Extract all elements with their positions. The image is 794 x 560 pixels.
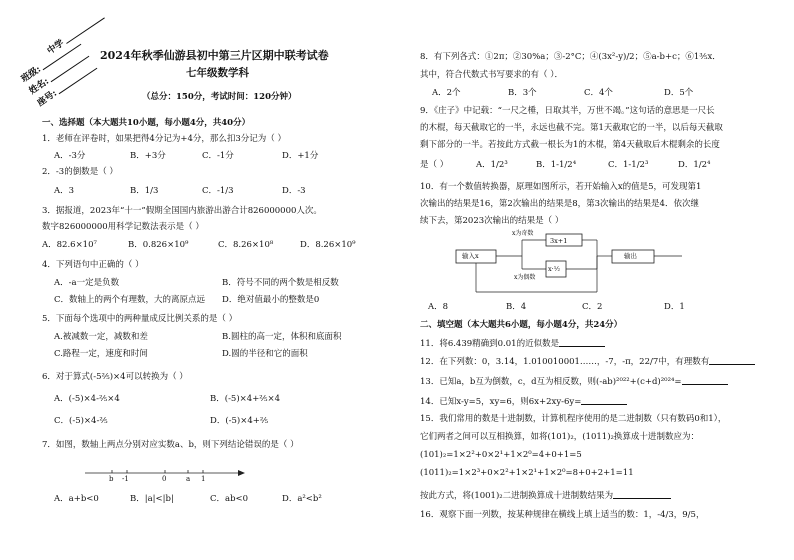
q4-option-c: C．数轴上的两个有理数，大的离原点远 bbox=[54, 295, 206, 305]
label-0: 0 bbox=[162, 475, 167, 483]
question-15-example1: (101)₂=1×2²+0×2¹+1×2⁰=4+0+1=5 bbox=[420, 450, 582, 460]
number-line-arrow bbox=[238, 470, 245, 476]
label-minus-1: -1 bbox=[122, 475, 129, 483]
flow-even-op: x·½ bbox=[548, 265, 561, 273]
q10-option-d: D．1 bbox=[664, 302, 685, 312]
section-2-heading: 二、填空题（本大题共6小题，每小题4分，共24分） bbox=[420, 320, 623, 330]
q3-option-c: C．8.26×10⁸ bbox=[218, 240, 274, 250]
answer-blank-15[interactable] bbox=[613, 490, 671, 499]
q3-option-d: D．8.26×10⁹ bbox=[300, 240, 356, 250]
label-b: b bbox=[109, 475, 114, 483]
name-label: 姓名: bbox=[26, 47, 91, 97]
q8-option-a: A．2个 bbox=[432, 88, 461, 98]
question-5: 5．下面每个选项中的两种量成反比例关系的是（ ） bbox=[42, 314, 238, 324]
flow-input-label: 输入x bbox=[462, 252, 479, 260]
q1-option-b: B．+3分 bbox=[130, 151, 166, 161]
question-14: 14．已知x-y=5，xy=6，则6x+2xy-6y= bbox=[420, 396, 627, 408]
flow-output-label: 输出 bbox=[624, 252, 637, 260]
question-15-line1: 15．我们常用的数是十进制数，计算机程序使用的是二进制数（只有数码0和1）， bbox=[420, 414, 727, 424]
q6-option-d: D．(-5)×4+⅖ bbox=[210, 416, 269, 426]
answer-blank-12[interactable] bbox=[709, 356, 755, 365]
q5-option-d: D.圆的半径和它的面积 bbox=[222, 349, 308, 359]
question-3-line1: 3．据报道，2023年“十一”假期全国国内旅游出游合计826000000人次。 bbox=[42, 206, 322, 216]
question-16: 16．观察下面一列数，按某种规律在横线上填上适当的数：1，-4/3，9/5， bbox=[420, 510, 705, 520]
q9-option-c: C．1-1/2³ bbox=[608, 160, 649, 170]
q7-option-c: C．ab<0 bbox=[210, 494, 249, 504]
answer-blank-13[interactable] bbox=[682, 376, 728, 385]
q1-option-a: A．-3分 bbox=[54, 151, 86, 161]
question-7: 7．如图，数轴上两点分别对应实数a、b，则下列结论错误的是（ ） bbox=[42, 440, 299, 450]
question-3-line2: 数字826000000用科学记数法表示是（ ） bbox=[42, 222, 204, 232]
flow-odd-label: x为奇数 bbox=[512, 230, 534, 237]
question-9-line1: 9．《庄子》中记载：“一尺之棰，日取其半，万世不竭。”这句话的意思是一尺长 bbox=[420, 106, 715, 116]
q4-option-d: D．绝对值最小的整数是0 bbox=[222, 295, 320, 305]
question-11: 11．将6.439精确到0.01的近似数是 bbox=[420, 338, 605, 350]
section-1-heading: 一、选择题（本大题共10小题，每小题4分，共40分） bbox=[42, 118, 251, 128]
question-4: 4．下列语句中正确的（ ） bbox=[42, 260, 144, 270]
q1-option-d: D．+1分 bbox=[282, 151, 319, 161]
exam-title: 2024年秋季仙游县初中第三片区期中联考试卷 bbox=[100, 49, 329, 62]
q3-option-b: B．0.826×10⁹ bbox=[128, 240, 189, 250]
answer-blank-11[interactable] bbox=[559, 338, 605, 347]
q9-option-b: B．1-1/2⁴ bbox=[536, 160, 577, 170]
question-10-line3: 续下去，第2023次输出的结果是（ ） bbox=[420, 216, 564, 226]
converter-diagram bbox=[452, 228, 692, 298]
q9-option-d: D．1/2⁴ bbox=[678, 160, 711, 170]
q6-option-b: B．(-5)×4+⅖×4 bbox=[210, 394, 281, 404]
q1-option-c: C．-1分 bbox=[202, 151, 234, 161]
q9-option-a: A．1/2³ bbox=[476, 160, 508, 170]
class-label: 班级: bbox=[18, 35, 83, 85]
question-1: 1．老师在评卷时，如果把得4分记为+4分，那么扣3分记为（ ） bbox=[42, 134, 286, 144]
q6-option-c: C．(-5)×4-⅖ bbox=[54, 416, 108, 426]
flow-even-label: x为偶数 bbox=[514, 274, 536, 281]
q6-option-a: A．(-5)×4-⅖×4 bbox=[54, 394, 120, 404]
question-12: 12．在下列数：0，3.14，1.010010001……，-7，-π，22/7中，有理数有 bbox=[420, 356, 755, 368]
question-10-line2: 次输出的结果是16，第2次输出的结果是8，第3次输出的结果是4．依次继 bbox=[420, 199, 699, 209]
q2-option-c: C．-1/3 bbox=[202, 186, 234, 196]
q2-option-b: B．1/3 bbox=[130, 186, 159, 196]
question-9-line3: 剩下部分的一半。若按此方式截一根长为1的木棍，第4天截取后木棍剩余的长度 bbox=[420, 140, 720, 150]
answer-blank-14[interactable] bbox=[581, 396, 627, 405]
question-8-line2: 其中，符合代数式书写要求的有（ ）． bbox=[420, 70, 563, 80]
label-1: 1 bbox=[201, 475, 206, 483]
question-15-line3: 按此方式，将(1001)₂二进制换算成十进制数结果为 bbox=[420, 490, 671, 502]
question-9-line4: 是（ ） bbox=[420, 160, 449, 170]
question-6: 6．对于算式(-5⅖)×4可以转换为（ ） bbox=[42, 372, 188, 382]
q10-option-a: A．8 bbox=[428, 302, 449, 312]
label-a: a bbox=[186, 475, 191, 483]
question-13: 13．已知a，b互为倒数，c，d互为相反数，则(-ab)²⁰²²+(c+d)²⁰²⁴= bbox=[420, 376, 728, 388]
q8-option-c: C．4个 bbox=[584, 88, 613, 98]
seat-label: 座号: bbox=[34, 59, 99, 109]
q7-option-b: B．|a|<|b| bbox=[130, 494, 174, 504]
question-2: 2．-3的倒数是（ ） bbox=[42, 167, 118, 177]
q2-option-d: D．-3 bbox=[282, 186, 306, 196]
exam-subtitle: 七年级数学科 bbox=[186, 67, 249, 79]
school-label: 中学 bbox=[44, 9, 106, 57]
q5-option-c: C.路程一定，速度和时间 bbox=[54, 349, 148, 359]
q7-option-a: A．a+b<0 bbox=[54, 494, 99, 504]
q4-option-b: B．符号不同的两个数是相反数 bbox=[222, 278, 339, 288]
flow-odd-op: 3x+1 bbox=[550, 237, 568, 245]
q8-option-d: D．5个 bbox=[664, 88, 694, 98]
exam-note: （总分：150分，考试时间：120分钟） bbox=[142, 92, 297, 102]
q7-option-d: D．a²<b² bbox=[282, 494, 322, 504]
q10-option-c: C．2 bbox=[582, 302, 603, 312]
q5-option-b: B.圆柱的高一定，体积和底面积 bbox=[222, 332, 342, 342]
question-15-example2: (1011)₂=1×2³+0×2²+1×2¹+1×2⁰=8+0+2+1=11 bbox=[420, 468, 634, 478]
q8-option-b: B．3个 bbox=[508, 88, 537, 98]
question-10-line1: 10．有一个数值转换器，原理如图所示，若开始输入x的值是5，可发现第1 bbox=[420, 182, 702, 192]
question-8: 8．有下列各式：①2π；②30%a；③-2°C；④(3x²-y)/2；⑤a-b+c；⑥1⅗x． bbox=[420, 52, 721, 62]
q10-option-b: B．4 bbox=[506, 302, 527, 312]
question-15-line2: 它们两者之间可以互相换算，如将(101)₂，(1011)₂换算成十进制数应为： bbox=[420, 432, 699, 442]
q3-option-a: A．82.6×10⁷ bbox=[42, 240, 97, 250]
q2-option-a: A．3 bbox=[54, 186, 75, 196]
question-9-line2: 的木棍，每天截取它的一半，永远也截不完。第1天截取它的一半，以后每天截取 bbox=[420, 123, 723, 133]
q4-option-a: A．-a一定是负数 bbox=[54, 278, 120, 288]
q5-option-a: A.被减数一定，减数和差 bbox=[54, 332, 148, 342]
